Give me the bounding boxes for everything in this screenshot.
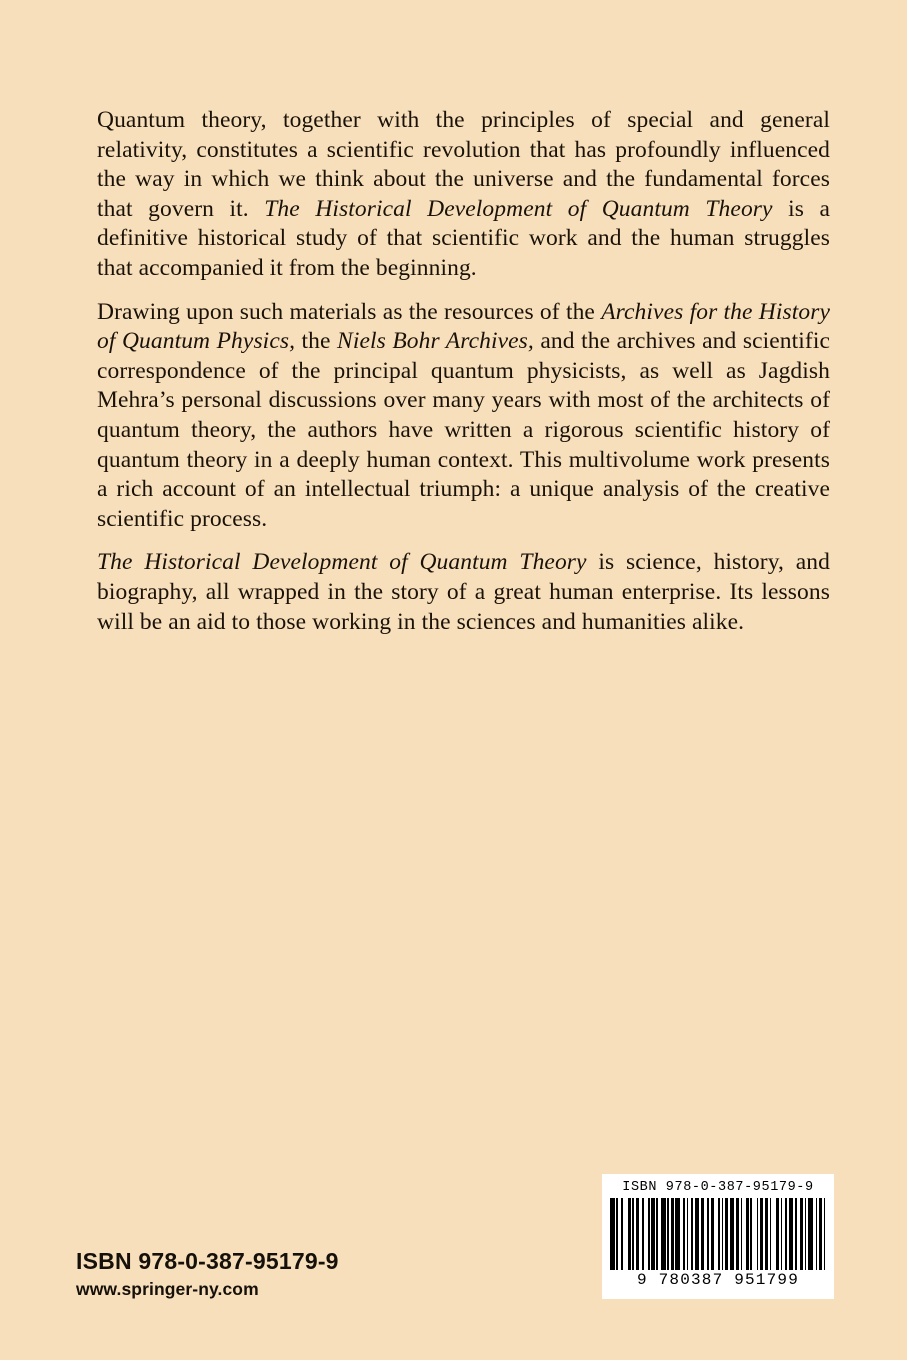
body-run: and the archives and scientific correspondence of the principal quantum physicists, as well as Jagdish Mehra’s personal discussions over many years with most of the architects of quantum theory, the authors have written a rigorous scientific history of quantum theory in a deeply human context. This multivolume work presents a rich account of an intellectual triumph: a unique analysis of the creative scientific process. <box>97 328 830 532</box>
body-run: Quantum theory, together with the principles of special and general relativity, constitutes a scientific revolution that has profoundly influenced the way in which we think about the universe and the fundamental forces that govern it. <box>97 107 830 222</box>
blurb-text <box>97 106 830 637</box>
isbn-text: ISBN 978-0-387-95179-9 <box>76 1248 339 1274</box>
body-run: Drawing upon such materials as the resources of the <box>97 298 602 325</box>
blurb-paragraph-2 <box>97 298 830 535</box>
emphasis-title: Archives for the History of Quantum Physics, <box>97 298 830 355</box>
emphasis-title: Niels Bohr Archives, <box>337 328 534 355</box>
barcode-bars <box>610 1198 826 1270</box>
blurb-paragraph-1 <box>97 106 830 284</box>
barcode-caption: ISBN 978-0-387-95179-9 <box>622 1180 814 1195</box>
body-run: is a definitive historical study of that scientific work and the human struggles that accompanied it from the beginning. <box>97 195 831 281</box>
publisher-website[interactable]: www.springer-ny.com <box>76 1279 259 1299</box>
emphasis-title: The Historical Development of Quantum Theory <box>97 549 587 576</box>
isbn-block <box>76 1247 496 1301</box>
barcode <box>602 1174 834 1299</box>
body-run: the <box>295 328 338 355</box>
body-run: is science, history, and biography, all wrapped in the story of a great human enterprise. Its lessons will be an aid to those working in the sciences and humanities alike. <box>97 549 830 635</box>
blurb-paragraph-3 <box>97 548 830 637</box>
barcode-digits: 9 780387 951799 <box>636 1271 800 1289</box>
emphasis-title: The Historical Development of Quantum Theory <box>264 195 773 222</box>
